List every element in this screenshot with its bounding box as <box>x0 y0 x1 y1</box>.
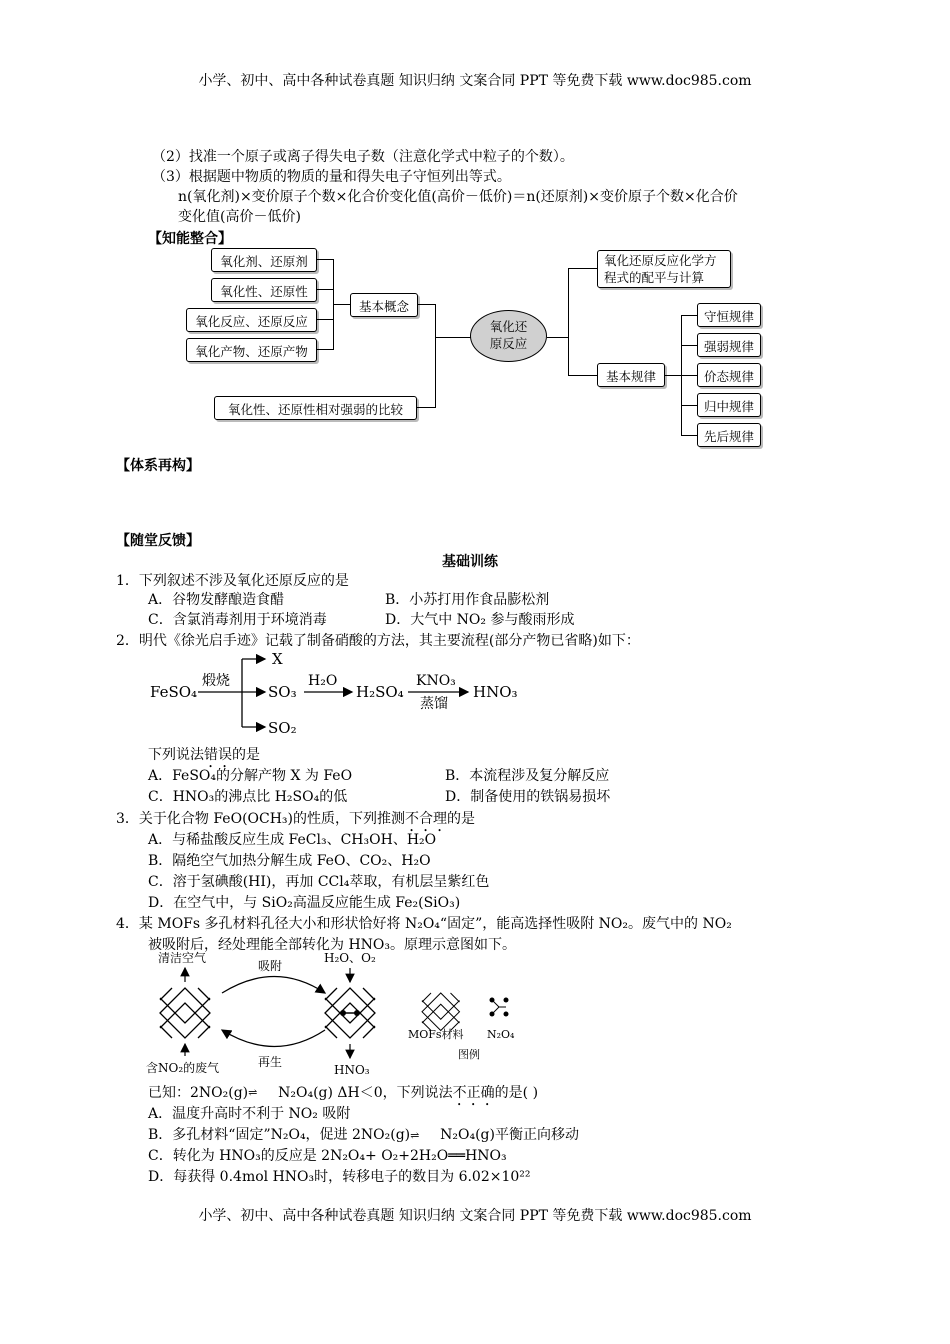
section-suitang: 【随堂反馈】 <box>116 533 200 549</box>
box-balancing-calculation: 氧化还原反应化学方 程式的配平与计算 <box>597 250 731 288</box>
label-regen: 再生 <box>258 1055 283 1069</box>
box-basic-concept: 基本概念 <box>350 293 418 317</box>
section-tixi: 【体系再构】 <box>116 458 200 474</box>
formula-line-1: n(氧化剂)×变价原子个数×化合价变化值(高价－低价)＝n(还原剂)×变价原子个数×化合价 <box>178 189 738 205</box>
flow-so2: SO₂ <box>268 719 297 737</box>
q4-known: 已知：2NO₂(g)⇌ N₂O₄(g) ΔH＜0，下列说法不正确的是( ) <box>148 1085 539 1101</box>
flow-calcine-label: 煅烧 <box>202 673 230 689</box>
q2-stem: 2．明代《徐光启手迹》记载了制备硝酸的方法，其主要流程(部分产物已省略)如下： <box>116 633 640 649</box>
flow-distill-label: 蒸馏 <box>420 696 448 712</box>
flow-hno3: HNO₃ <box>473 683 518 701</box>
q3-stem: 3．关于化合物 FeO(OCH₃)的性质，下列推测不合理的是 <box>116 811 476 827</box>
box-strength-compare: 氧化性、还原性相对强弱的比较 <box>214 396 417 420</box>
box-law-sequence: 先后规律 <box>697 423 761 447</box>
legend-title: 图例 <box>458 1048 480 1061</box>
flow-h2o-label: H₂O <box>308 673 338 689</box>
step-3: （3）根据题中物质的物质的量和得失电子守恒列出等式。 <box>152 169 511 185</box>
box-oxidation-reduction-reaction: 氧化反应、还原反应 <box>186 308 317 332</box>
box-basic-law: 基本规律 <box>597 363 665 387</box>
legend-n2o4-icon <box>490 998 509 1017</box>
step-2: （2）找准一个原子或离子得失电子数（注意化学式中粒子的个数）。 <box>152 149 574 165</box>
box-law-comproportionation: 归中规律 <box>697 393 761 417</box>
q3-option-d: D．在空气中，与 SiO₂高温反应能生成 Fe₂(SiO₃) <box>148 895 461 911</box>
q4-figure <box>140 948 540 1078</box>
page-footer: 小学、初中、高中各种试卷真题 知识归纳 文案合同 PPT 等免费下载 www.doc985.com <box>198 1208 752 1224</box>
flow-h2so4: H₂SO₄ <box>356 683 404 701</box>
formula-line-2: 变化值(高价－低价) <box>178 209 301 225</box>
q4-stem-1: 4．某 MOFs 多孔材料孔径大小和形状恰好将 N₂O₄“固定”，能高选择性吸附 NO₂。废气中的 NO₂ <box>116 916 732 932</box>
box-law-strength: 强弱规律 <box>697 333 761 357</box>
section-zhineng: 【知能整合】 <box>148 231 232 247</box>
page-header: 小学、初中、高中各种试卷真题 知识归纳 文案合同 PPT 等免费下载 www.doc985.com <box>198 73 752 89</box>
arrow-adsorb <box>222 977 325 994</box>
q2-ask: 下列说法错误的是 <box>148 747 260 763</box>
box-oxidizing-reducing: 氧化性、还原性 <box>211 278 317 302</box>
q2-option-d: D．制备使用的铁锅易损坏 <box>445 789 611 805</box>
box-oxidation-reduction-product: 氧化产物、还原产物 <box>186 338 317 362</box>
q4-option-b: B．多孔材料“固定”N₂O₄，促进 2NO₂(g)⇌ N₂O₄(g)平衡正向移动 <box>148 1127 579 1143</box>
q1-option-d: D．大气中 NO₂ 参与酸雨形成 <box>385 612 575 628</box>
arrow-regen <box>222 1030 325 1047</box>
label-waste-gas: 含NO₂的废气 <box>146 1061 220 1075</box>
mofs-left-mesh <box>160 988 210 1038</box>
q4-option-a: A．温度升高时不利于 NO₂ 吸附 <box>148 1106 351 1122</box>
q2-option-a: A．FeSO₄的分解产物 X 为 FeO <box>148 768 353 784</box>
equilibrium-arrow-b: ⇌ <box>410 1129 420 1142</box>
q4-option-d: D．每获得 0.4mol HNO₃时，转移电子的数目为 6.02×10²² <box>148 1169 531 1185</box>
label-clean-air: 清洁空气 <box>158 951 207 965</box>
q1-option-b: B．小苏打用作食品膨松剂 <box>385 592 550 608</box>
section-jichu: 基础训练 <box>442 554 498 570</box>
q4-option-c: C．转化为 HNO₃的反应是 2N₂O₄+ O₂+2H₂O══HNO₃ <box>148 1148 507 1164</box>
flow-so3: SO₃ <box>268 683 297 701</box>
box-law-valence: 价态规律 <box>697 363 761 387</box>
flow-feso4: FeSO₄ <box>150 683 198 701</box>
box-law-conservation: 守恒规律 <box>697 303 761 327</box>
q1-option-a: A．谷物发酵酿造食醋 <box>148 592 285 608</box>
q3-option-b: B．隔绝空气加热分解生成 FeO、CO₂、H₂O <box>148 853 431 869</box>
equilibrium-arrow: ⇌ <box>248 1086 258 1099</box>
box-oxidant-reductant: 氧化剂、还原剂 <box>211 248 317 272</box>
label-adsorb: 吸附 <box>258 959 283 973</box>
flow-kno3-label: KNO₃ <box>416 673 456 689</box>
q3-option-c: C．溶于氢碘酸(HI)，再加 CCl₄萃取，有机层呈紫红色 <box>148 874 490 890</box>
label-hno3: HNO₃ <box>334 1063 370 1077</box>
legend-n2o4-label: N₂O₄ <box>487 1028 515 1041</box>
label-h2o-o2: H₂O、O₂ <box>324 951 376 965</box>
q1-option-c: C．含氯消毒剂用于环境消毒 <box>148 612 327 628</box>
q2-flow-diagram <box>140 645 540 740</box>
center-redox-reaction: 氧化还 原反应 <box>470 310 547 362</box>
q2-option-c: C．HNO₃的沸点比 H₂SO₄的低 <box>148 789 348 805</box>
legend-mofs-label: MOFs材料 <box>408 1028 464 1041</box>
flow-x: X <box>272 650 283 668</box>
q4-stem-2: 被吸附后，经处理能全部转化为 HNO₃。原理示意图如下。 <box>148 937 516 953</box>
legend-mofs-icon <box>422 993 460 1031</box>
q3-option-a: A．与稀盐酸反应生成 FeCl₃、CH₃OH、H₂O <box>148 832 437 848</box>
q1-stem: 1．下列叙述不涉及氧化还原反应的是 <box>116 573 349 589</box>
q2-option-b: B．本流程涉及复分解反应 <box>445 768 610 784</box>
